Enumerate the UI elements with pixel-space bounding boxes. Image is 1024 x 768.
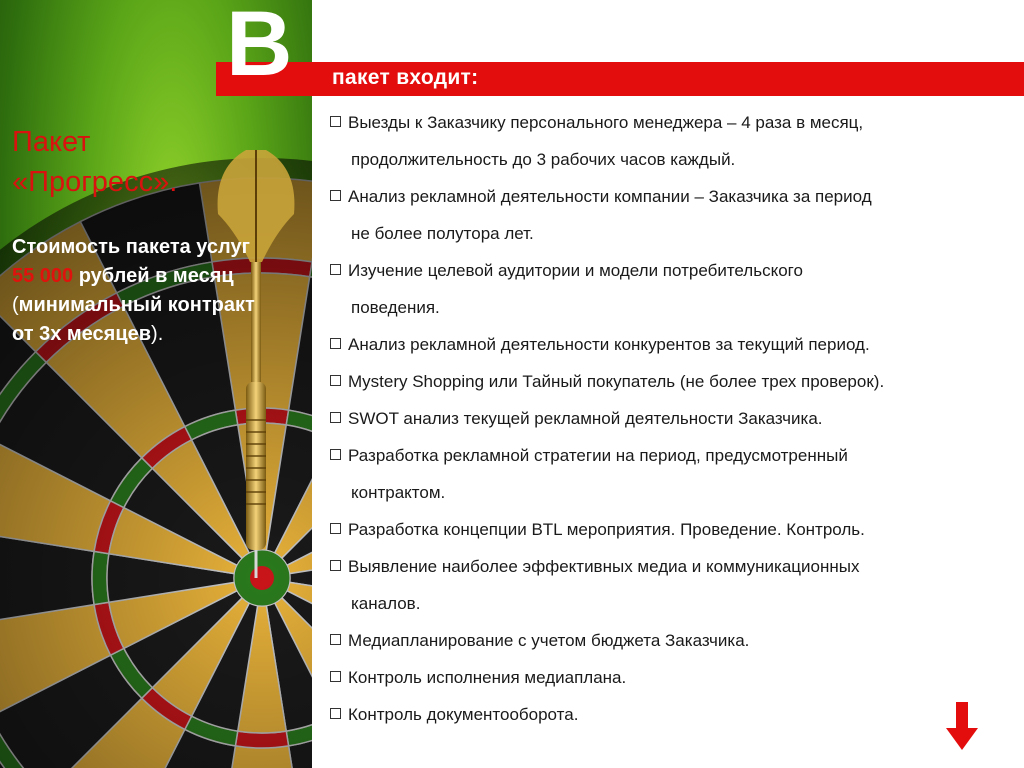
square-bullet-icon — [330, 116, 341, 127]
header-big-letter: В — [226, 0, 293, 95]
service-item — [330, 363, 1020, 400]
header-band — [216, 62, 1024, 96]
service-item-line1: Контроль документооборота. — [348, 705, 579, 724]
square-bullet-icon — [330, 634, 341, 645]
services-list — [330, 104, 1020, 733]
square-bullet-icon — [330, 708, 341, 719]
package-title-line1: Пакет — [12, 126, 91, 158]
service-item-line1: SWOT анализ текущей рекламной деятельности Заказчика. — [348, 409, 823, 428]
service-item-line1: Mystery Shopping или Тайный покупатель (не более трех проверок). — [348, 372, 885, 391]
service-item — [330, 252, 1020, 326]
desc-close: ). — [151, 323, 164, 345]
service-item — [330, 696, 1020, 733]
down-arrow-icon[interactable] — [946, 702, 978, 752]
service-item-line2: продолжительность до 3 рабочих часов каждый. — [351, 150, 736, 169]
square-bullet-icon — [330, 560, 341, 571]
service-item-line1: Контроль исполнения медиаплана. — [348, 668, 627, 687]
service-item — [330, 178, 1020, 252]
service-item-line2: не более полутора лет. — [351, 224, 534, 243]
service-item-line1: Выявление наиболее эффективных медиа и коммуникационных — [348, 557, 860, 576]
square-bullet-icon — [330, 190, 341, 201]
service-item-line1: Разработка рекламной стратегии на период, предусмотренный — [348, 446, 848, 465]
desc-text-2: рублей в месяц — [73, 265, 234, 287]
service-item-line1: Медиапланирование с учетом бюджета Заказчика. — [348, 631, 750, 650]
service-item — [330, 548, 1020, 622]
package-title-line2: «Прогресс». — [12, 166, 178, 198]
square-bullet-icon — [330, 449, 341, 460]
service-item-line1: Изучение целевой аудитории и модели потребительского — [348, 261, 803, 280]
service-item-line2: поведения. — [351, 298, 440, 317]
service-item-line1: Анализ рекламной деятельности конкурентов за текущий период. — [348, 335, 870, 354]
dartboard-image — [0, 0, 312, 768]
service-item — [330, 104, 1020, 178]
desc-open-paren: ( — [12, 294, 19, 316]
dartboard-illustration — [0, 0, 312, 768]
header-band-text: пакет входит: — [332, 66, 479, 89]
service-item — [330, 511, 1020, 548]
dart-barrel — [246, 382, 266, 550]
service-item-line1: Разработка концепции BTL мероприятия. Проведение. Контроль. — [348, 520, 865, 539]
service-item-line1: Выезды к Заказчику персонального менеджера – 4 раза в месяц, — [348, 113, 864, 132]
service-item — [330, 659, 1020, 696]
package-description — [12, 233, 270, 349]
desc-text-3: минимальный контракт от 3х месяцев — [12, 294, 255, 345]
service-item — [330, 622, 1020, 659]
square-bullet-icon — [330, 338, 341, 349]
package-title — [12, 122, 252, 202]
square-bullet-icon — [330, 264, 341, 275]
package-price: 55 000 — [12, 265, 74, 287]
service-item-line2: каналов. — [351, 594, 421, 613]
service-item — [330, 400, 1020, 437]
service-item — [330, 326, 1020, 363]
square-bullet-icon — [330, 671, 341, 682]
square-bullet-icon — [330, 523, 341, 534]
service-item — [330, 437, 1020, 511]
square-bullet-icon — [330, 412, 341, 423]
service-item-line1: Анализ рекламной деятельности компании – Заказчика за период — [348, 187, 872, 206]
service-item-line2: контрактом. — [351, 483, 446, 502]
square-bullet-icon — [330, 375, 341, 386]
desc-text-1: Стоимость пакета услуг — [12, 236, 250, 258]
